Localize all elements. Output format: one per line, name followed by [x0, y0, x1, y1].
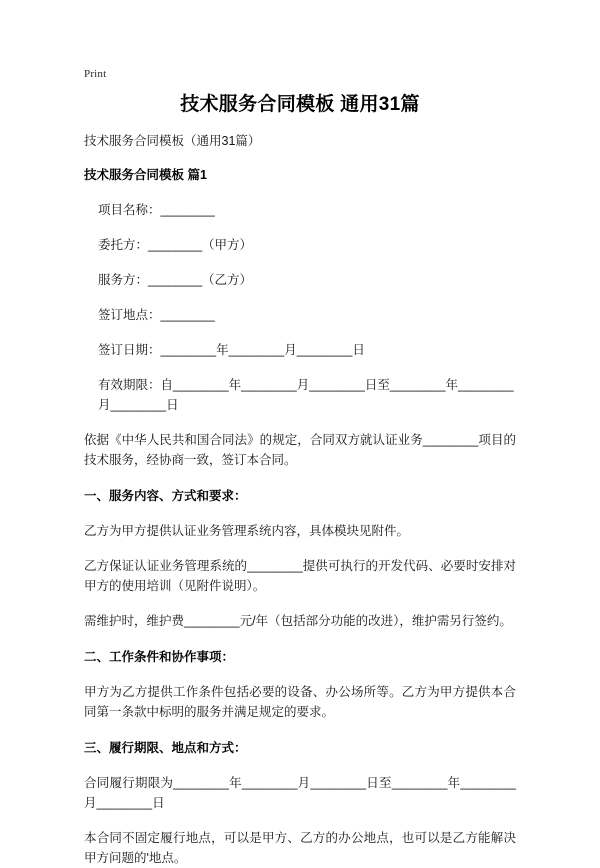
- field-label: 项目名称：: [98, 203, 161, 217]
- preamble-paragraph: 依据《中华人民共和国合同法》的规定，合同双方就认证业务________项目的技术服务，经协商一致，签订本合同。: [84, 433, 516, 467]
- field-signing-place: [84, 305, 516, 325]
- field-blank: ________: [160, 203, 215, 217]
- section-3-paragraph-2: 本合同不固定履行地点，可以是甲方、乙方的办公地点，也可以是乙方能解决甲方问题的'地点。: [84, 831, 516, 865]
- section-heading-3: 三、履行期限、地点和方式：: [84, 741, 247, 755]
- page-title: 技术服务合同模板 通用31篇: [180, 94, 420, 115]
- field-label: 签订地点：: [98, 308, 161, 322]
- field-client: [84, 235, 516, 255]
- document-subtitle: 技术服务合同模板（通用31篇）: [84, 134, 261, 148]
- field-service-provider: [84, 270, 516, 290]
- print-link[interactable]: Print: [84, 68, 107, 80]
- field-blank: ________: [148, 273, 203, 287]
- section-heading-2: 二、工作条件和协作事项：: [84, 650, 235, 664]
- document-content: [84, 92, 516, 868]
- field-suffix: （乙方）: [202, 273, 253, 287]
- field-blank: ________: [148, 238, 203, 252]
- section-heading-1: 一、服务内容、方式和要求：: [84, 489, 247, 503]
- field-validity-period: 有效期限：自________年________月________日至________年________月________日: [98, 378, 514, 412]
- field-suffix: （甲方）: [202, 238, 253, 252]
- document-section-heading: 技术服务合同模板 篇1: [84, 168, 207, 182]
- field-signing-date: 签订日期：________年________月________日: [98, 343, 365, 357]
- field-project-name: [84, 200, 516, 220]
- section-3-paragraph-1: 合同履行期限为________年________月________日至________年________月________日: [84, 776, 516, 810]
- section-1-paragraph-1: 乙方为甲方提供认证业务管理系统内容，具体模块见附件。: [84, 524, 410, 538]
- section-1-paragraph-2: 乙方保证认证业务管理系统的________提供可执行的开发代码、必要时安排对甲方的使用培训（见附件说明）。: [84, 559, 516, 593]
- section-1-paragraph-3: 需维护时，维护费________元/年（包括部分功能的改进），维护需另行签约。: [84, 614, 512, 628]
- field-label: 委托方：: [98, 238, 149, 252]
- field-label: 服务方：: [98, 273, 149, 287]
- field-blank: ________: [160, 308, 215, 322]
- section-2-paragraph-1: 甲方为乙方提供工作条件包括必要的设备、办公场所等。乙方为甲方提供本合同第一条款中标明的服务并满足规定的要求。: [84, 685, 516, 719]
